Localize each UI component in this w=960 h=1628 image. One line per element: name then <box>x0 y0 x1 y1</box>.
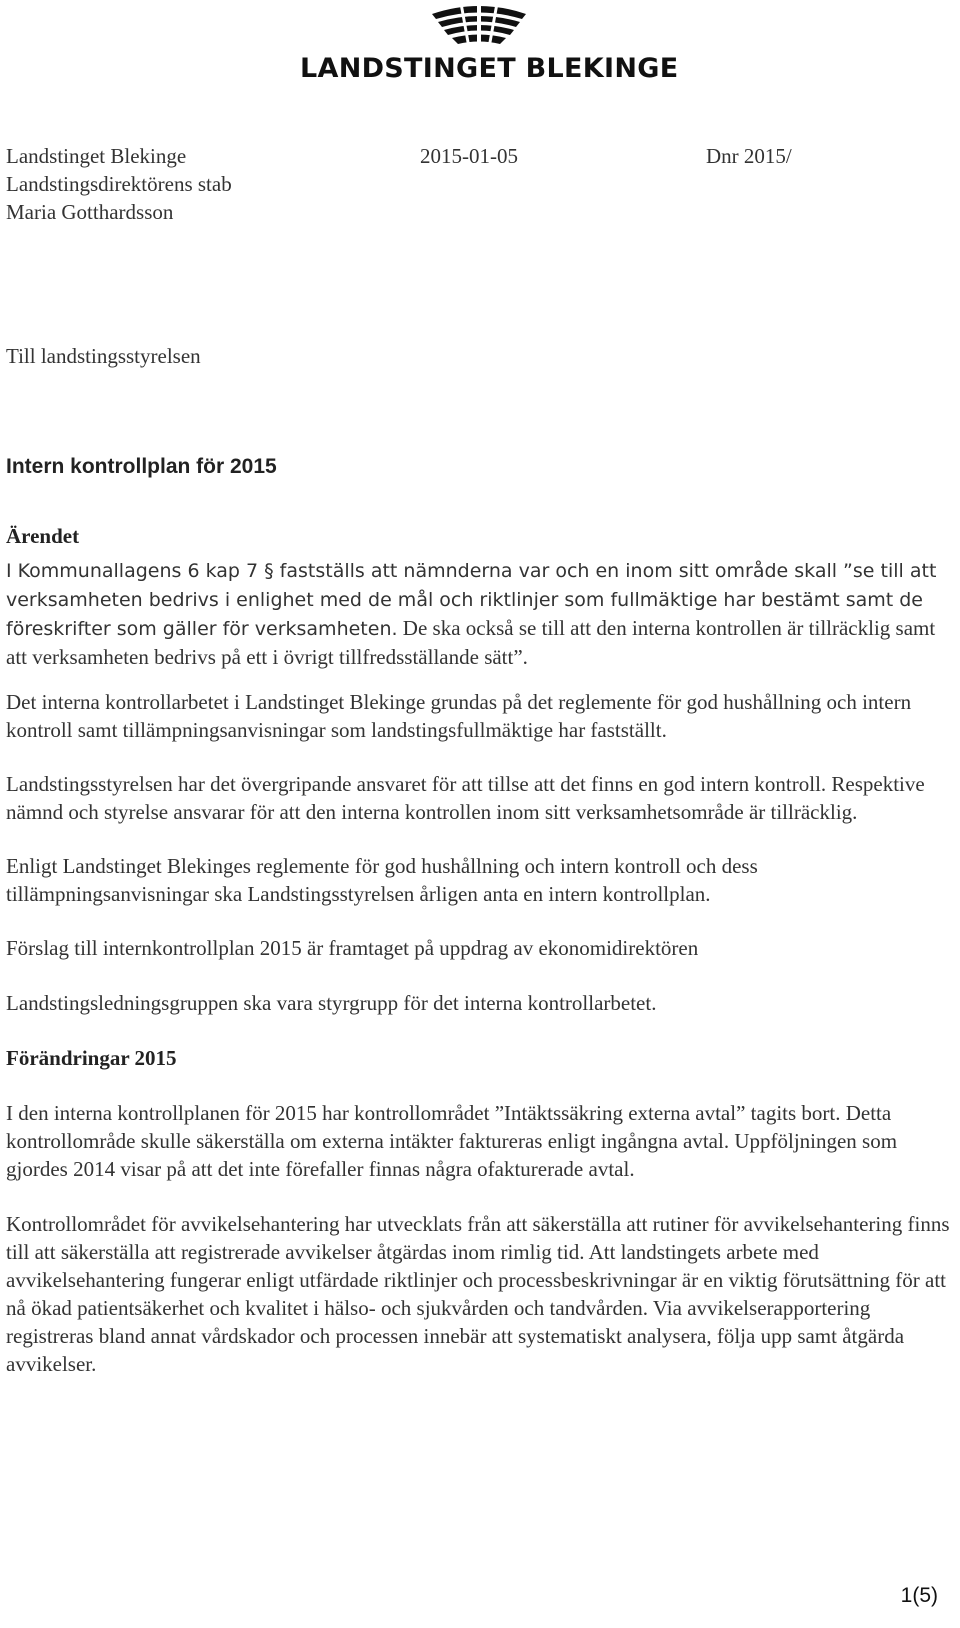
page-number: 1(5) <box>900 1584 938 1607</box>
header-author: Maria Gotthardsson <box>6 200 174 224</box>
paragraph: Landstingsledningsgruppen ska vara styrgrupp för det interna kontrollarbetet. <box>6 991 657 1015</box>
paragraph-text: I Kommunallagens 6 kap 7 § fastställs att nämnderna var och en inom sitt område skall ”se till att verksamheten bedrivs i enlighet med de mål och riktlinjer som fullmäktige har bestämt samt de föreskrifter som gäller för verksamheten. <box>6 560 937 640</box>
paragraph <box>6 556 954 671</box>
header-date: 2015-01-05 <box>420 144 518 168</box>
paragraph: I den interna kontrollplanen för 2015 har kontrollområdet ”Intäktssäkring externa avtal” tagits bort. Detta kontrollområde skulle säkerställa om externa intäkter faktureras enligt ingångna avtal. Uppföljningen som gjordes 2014 visar på att det inte förefaller finnas några ofakturerade avtal. <box>6 1101 898 1181</box>
header-organization: Landstinget Blekinge <box>6 144 187 168</box>
section-heading-arendet: Ärendet <box>6 524 80 548</box>
paragraph: Landstingsstyrelsen har det övergripande ansvaret för att tillse att det finns en god intern kontroll. Respektive nämnd och styrelse ansvarar för att den interna kontrollen inom sitt verksamhetsområde är tillräcklig. <box>6 772 925 824</box>
logo-text: LANDSTINGET BLEKINGE <box>300 53 679 84</box>
document-title: Intern kontrollplan för 2015 <box>6 455 277 478</box>
paragraph: Förslag till internkontrollplan 2015 är framtaget på uppdrag av ekonomidirektören <box>6 936 699 960</box>
document-header <box>6 142 906 226</box>
logo <box>300 2 679 92</box>
paragraph-text: De ska också se till att den interna kontrollen är tillräcklig samt att verksamheten bedrivs på ett i övrigt tillfredsställande sätt”. <box>6 616 936 669</box>
landstinget-boat-emblem-icon <box>430 2 528 46</box>
recipient: Till landstingsstyrelsen <box>6 344 201 368</box>
paragraph: Det interna kontrollarbetet i Landstinget Blekinge grundas på det reglemente för god hushållning och intern kontroll samt tillämpningsanvisningar som landstingsfullmäktige har fastställt. <box>6 690 912 742</box>
header-dnr: Dnr 2015/ <box>706 144 792 168</box>
header-department: Landstingsdirektörens stab <box>6 172 232 196</box>
paragraph: Kontrollområdet för avvikelsehantering har utvecklats från att säkerställa att rutiner för avvikelsehantering finns till att säkerställa att registrerade avvikelser åtgärdas inom rimlig tid. Att landstingets arbete med avvikelsehantering fungerar enligt utfärdade riktlinjer och processbeskrivningar är en viktig förutsättning för att nå ökad patientsäkerhet och kvalitet i hälso- och sjukvården och tandvården. Via avvikelserapportering registreras bland annat vårdskador och processen innebär att systematiskt analysera, följa upp samt åtgärda avvikelser. <box>6 1212 950 1376</box>
section-heading-forandringar: Förändringar 2015 <box>6 1046 177 1070</box>
paragraph: Enligt Landstinget Blekinges reglemente för god hushållning och intern kontroll och dess tillämpningsanvisningar ska Landstingsstyrelsen årligen anta en intern kontrollplan. <box>6 854 758 906</box>
document-body <box>6 522 954 1378</box>
